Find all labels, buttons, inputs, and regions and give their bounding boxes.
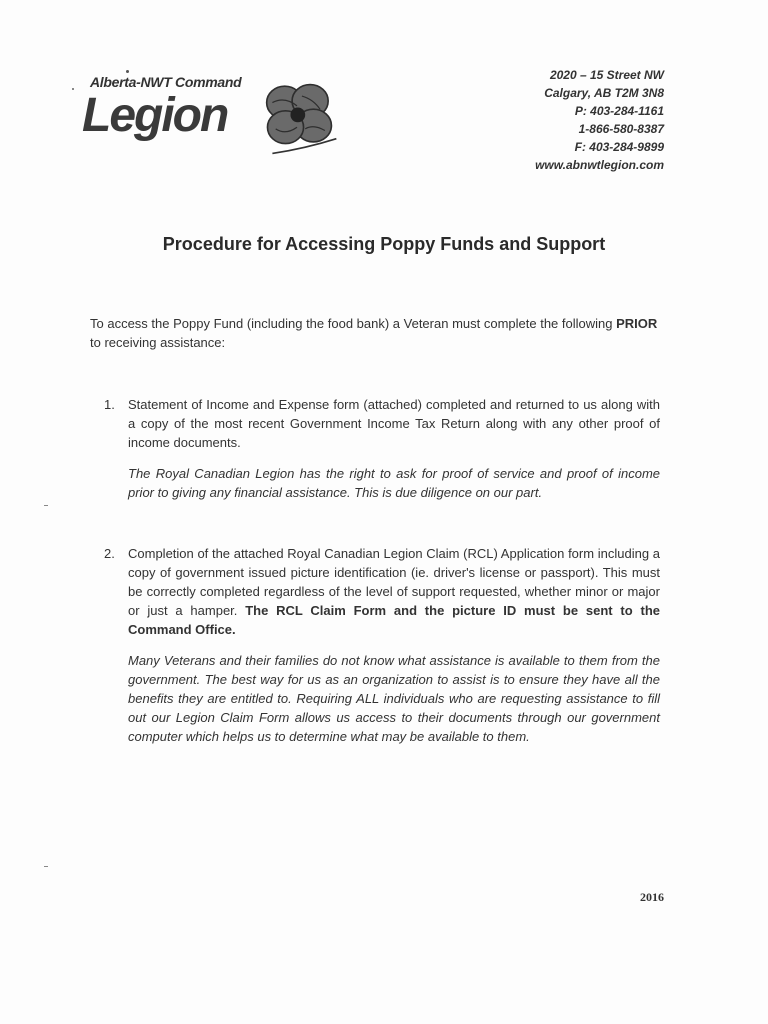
logo-dot bbox=[126, 70, 129, 73]
document-year: 2016 bbox=[640, 890, 664, 904]
list-item-text: Statement of Income and Expense form (attached) completed and returned to us along with a copy of the most recent Government Income Tax Return along with any other proof of income documents. bbox=[128, 397, 660, 450]
intro-text-before: To access the Poppy Fund (including the food bank) a Veteran must complete the following bbox=[90, 316, 617, 331]
list-item-text bbox=[128, 544, 660, 639]
document-title: Procedure for Accessing Poppy Funds and Support bbox=[162, 234, 606, 254]
list-item-note: Many Veterans and their families do not know what assistance is available to them from the government. The best way for us as an organization to assist is to ensure they have all the benefits they are entitled to. Requiring ALL individuals who are requesting assistance to fill out our Legion Claim Form allows us access to their documents through our government computer which helps us to determine what may be available to them. bbox=[128, 653, 660, 744]
intro-text-after: to receiving assistance: bbox=[90, 335, 226, 350]
address-city: Calgary, AB T2M 3N8 bbox=[544, 86, 664, 100]
list-item-number: 1. bbox=[104, 397, 115, 412]
list-item-1 bbox=[104, 395, 660, 502]
intro-paragraph bbox=[90, 314, 660, 352]
address-toll-free: 1-866-580-8387 bbox=[578, 122, 664, 136]
list-item-text-regular: Completion of the attached Royal Canadian Legion Claim (RCL) Application form including a copy of government issued picture identification (ie. driver's license or passport). This must be correctly completed regardless of the level of support requested, whether minor or major or just a hamper. bbox=[128, 546, 660, 618]
scan-speck bbox=[44, 866, 48, 867]
address-block bbox=[535, 66, 664, 174]
poppy-icon bbox=[256, 78, 338, 160]
list-item-text-bold: The RCL Claim Form and the picture ID must be sent to the Command Office. bbox=[128, 603, 660, 637]
address-website: www.abnwtlegion.com bbox=[535, 158, 664, 172]
intro-bold-prior: PRIOR bbox=[616, 316, 658, 331]
list-item-note: The Royal Canadian Legion has the right to ask for proof of service and proof of income prior to giving any financial assistance. This is due diligence on our part. bbox=[128, 466, 660, 500]
address-phone: P: 403-284-1161 bbox=[574, 104, 664, 118]
legion-logo bbox=[80, 70, 360, 170]
list-item-number: 2. bbox=[104, 546, 115, 561]
list-item-2 bbox=[104, 544, 660, 746]
scan-speck bbox=[44, 505, 48, 506]
organization-line: Alberta-NWT Command bbox=[90, 74, 242, 90]
address-fax: F: 403-284-9899 bbox=[574, 140, 664, 154]
address-street: 2020 – 15 Street NW bbox=[549, 68, 664, 82]
logo-word: Legion bbox=[82, 89, 228, 142]
scan-speck bbox=[72, 88, 74, 90]
